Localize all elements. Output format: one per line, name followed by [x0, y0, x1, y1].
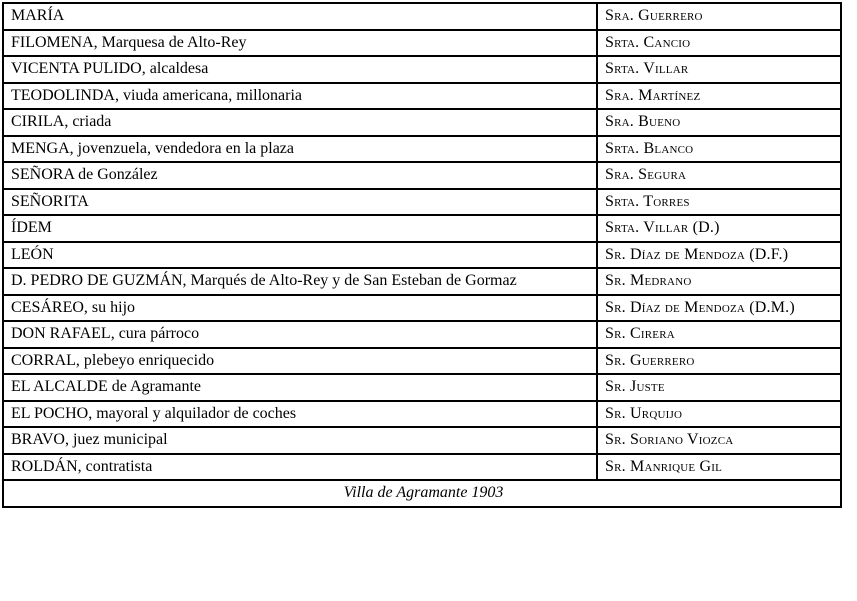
cast-row [3, 162, 841, 189]
character-cell: CESÁREO, su hijo [3, 295, 597, 322]
actor-cell: Srta. Villar (D.) [597, 215, 841, 242]
cast-row [3, 3, 841, 30]
actor-cell: Sr. Juste [597, 374, 841, 401]
actor-cell: Sr. Díaz de Mendoza (D.M.) [597, 295, 841, 322]
character-cell: ÍDEM [3, 215, 597, 242]
character-cell: BRAVO, juez municipal [3, 427, 597, 454]
cast-row [3, 268, 841, 295]
cast-row [3, 83, 841, 110]
character-cell: LEÓN [3, 242, 597, 269]
character-cell: EL POCHO, mayoral y alquilador de coches [3, 401, 597, 428]
actor-cell: Sra. Bueno [597, 109, 841, 136]
cast-row [3, 30, 841, 57]
cast-row [3, 189, 841, 216]
cast-row [3, 215, 841, 242]
character-cell: MARÍA [3, 3, 597, 30]
character-cell: D. PEDRO DE GUZMÁN, Marqués de Alto-Rey y de San Esteban de Gormaz [3, 268, 597, 295]
cast-row [3, 136, 841, 163]
cast-row [3, 56, 841, 83]
character-cell: DON RAFAEL, cura párroco [3, 321, 597, 348]
character-cell: MENGA, jovenzuela, vendedora en la plaza [3, 136, 597, 163]
character-cell: FILOMENA, Marquesa de Alto-Rey [3, 30, 597, 57]
actor-cell: Sr. Guerrero [597, 348, 841, 375]
cast-row [3, 321, 841, 348]
actor-cell: Sra. Segura [597, 162, 841, 189]
character-cell: TEODOLINDA, viuda americana, millonaria [3, 83, 597, 110]
actor-cell: Srta. Villar [597, 56, 841, 83]
footer-row [3, 480, 841, 507]
character-cell: SEÑORA de González [3, 162, 597, 189]
actor-cell: Sr. Medrano [597, 268, 841, 295]
cast-table-footer [3, 480, 841, 507]
actor-cell: Sr. Soriano Viozca [597, 427, 841, 454]
cast-table [2, 2, 842, 508]
cast-row [3, 242, 841, 269]
actor-cell: Sr. Díaz de Mendoza (D.F.) [597, 242, 841, 269]
actor-cell: Srta. Blanco [597, 136, 841, 163]
cast-row [3, 427, 841, 454]
cast-row [3, 295, 841, 322]
character-cell: ROLDÁN, contratista [3, 454, 597, 481]
actor-cell: Sr. Urquijo [597, 401, 841, 428]
actor-cell: Sra. Guerrero [597, 3, 841, 30]
character-cell: VICENTA PULIDO, alcaldesa [3, 56, 597, 83]
actor-cell: Srta. Torres [597, 189, 841, 216]
actor-cell: Srta. Cancio [597, 30, 841, 57]
character-cell: EL ALCALDE de Agramante [3, 374, 597, 401]
footer-title: Villa de Agramante 1903 [3, 480, 841, 507]
actor-cell: Sra. Martínez [597, 83, 841, 110]
cast-row [3, 374, 841, 401]
cast-table-body [3, 3, 841, 480]
actor-cell: Sr. Cirera [597, 321, 841, 348]
cast-row [3, 109, 841, 136]
actor-cell: Sr. Manrique Gil [597, 454, 841, 481]
cast-row [3, 348, 841, 375]
character-cell: CORRAL, plebeyo enriquecido [3, 348, 597, 375]
cast-row [3, 454, 841, 481]
cast-row [3, 401, 841, 428]
character-cell: SEÑORITA [3, 189, 597, 216]
character-cell: CIRILA, criada [3, 109, 597, 136]
